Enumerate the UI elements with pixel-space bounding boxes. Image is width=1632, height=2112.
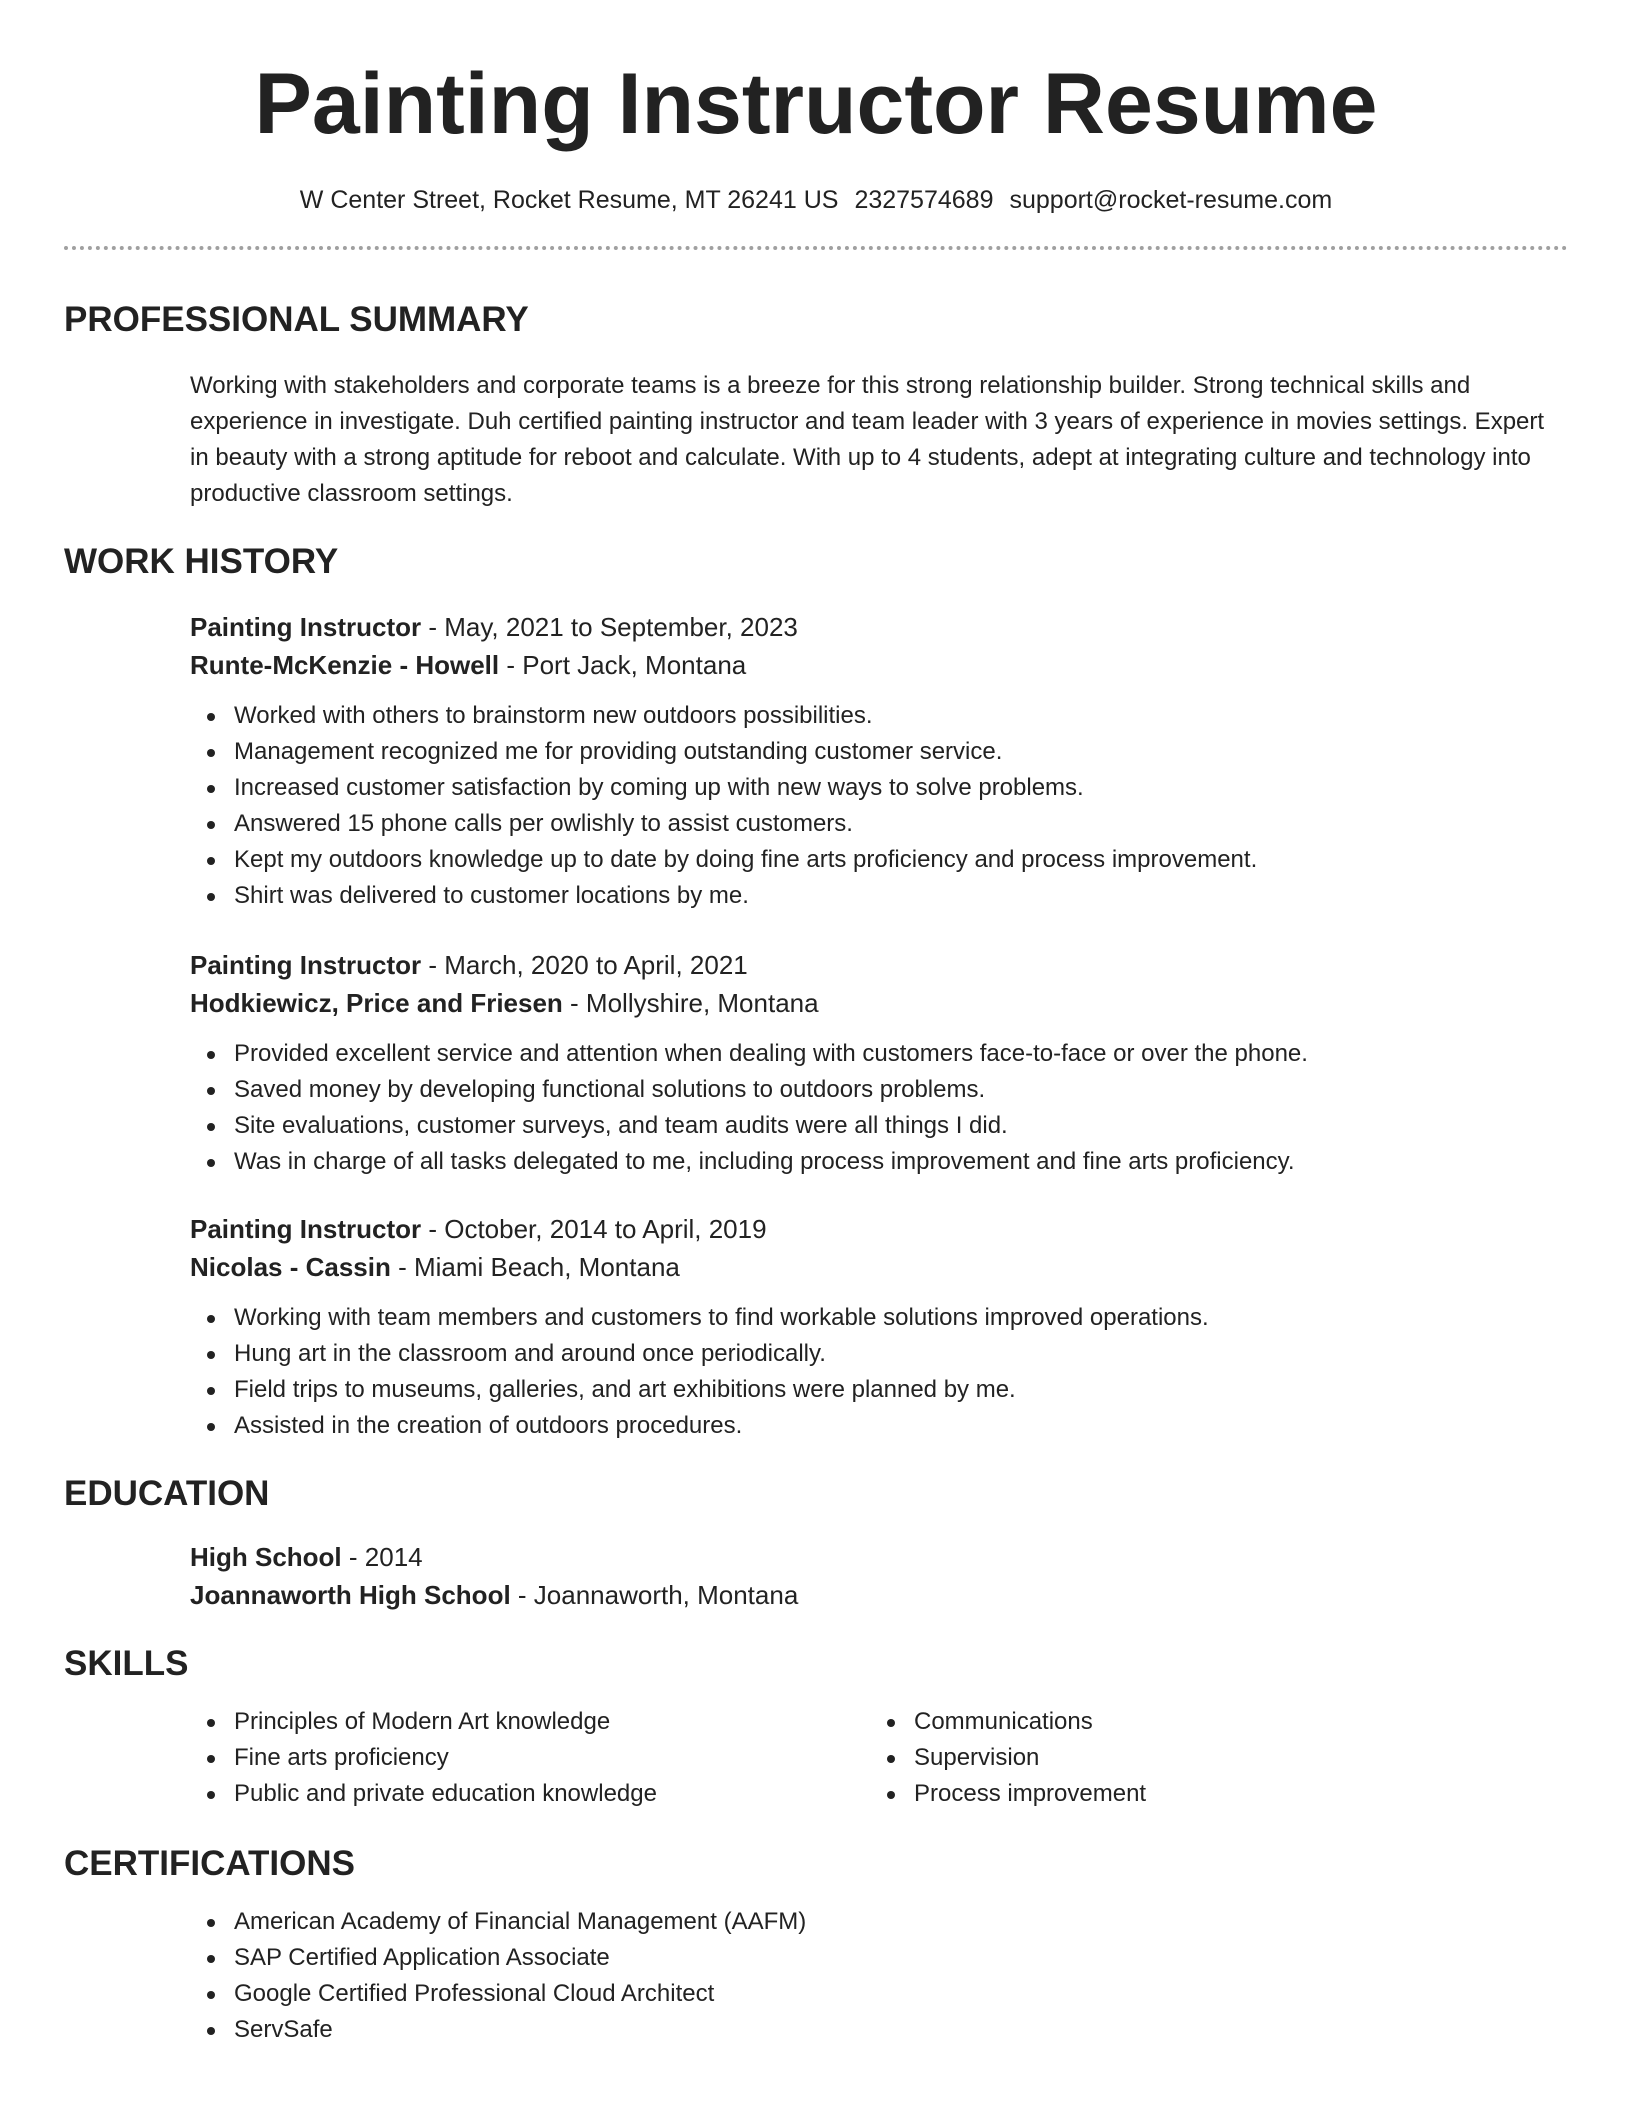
list-item: Kept my outdoors knowledge up to date by doing fine arts proficiency and process improvement. [190,842,1568,878]
education-location: - Joannaworth, Montana [510,1580,799,1610]
education-degree-line [190,1538,1568,1576]
resume-title: Painting Instructor Resume [254,56,1378,152]
education-school-line [190,1576,1568,1614]
job-entry-3 [190,1210,1568,1444]
job-entry-2 [190,946,1568,1180]
job-dates: - March, 2020 to April, 2021 [421,950,748,980]
skills-column-left [190,1704,870,1812]
contact-phone: 2327574689 [854,186,994,214]
job-title-line [190,1210,1568,1248]
list-item: Management recognized me for providing outstanding customer service. [190,734,1568,770]
job-bullets [190,1300,1568,1444]
job-location: - Miami Beach, Montana [390,1252,680,1282]
list-item: Site evaluations, customer surveys, and team audits were all things I did. [190,1108,1568,1144]
list-item: Fine arts proficiency [190,1740,870,1776]
job-title: Painting Instructor [190,612,422,642]
job-title: Painting Instructor [190,1214,422,1244]
list-item: ServSafe [190,2012,1568,2048]
job-company-line [190,646,1568,684]
job-dates: - October, 2014 to April, 2019 [421,1214,767,1244]
list-item: Communications [870,1704,1550,1740]
resume-page [64,0,1568,2048]
summary-text: Working with stakeholders and corporate teams is a breeze for this strong relationship builder. Strong technical skills and experience in investigate. Duh certified painting instructor and team leader with 3 years of experience in movies settings. Expert in beauty with a strong aptitude for reboot and calculate. With up to 4 students, adept at integrating culture and technology into productive classroom settings. [190,372,1545,507]
education-entry [190,1538,1568,1614]
education-degree: High School [190,1542,342,1572]
job-company: Hodkiewicz, Price and Friesen [190,988,563,1018]
list-item: Principles of Modern Art knowledge [190,1704,870,1740]
job-company-line [190,984,1568,1022]
list-item: Process improvement [870,1776,1550,1812]
list-item: Was in charge of all tasks delegated to me, including process improvement and fine arts proficiency. [190,1144,1568,1180]
job-company-line [190,1248,1568,1286]
job-company: Runte-McKenzie - Howell [190,650,500,680]
work-history-heading: WORK HISTORY [64,542,339,581]
summary-heading: PROFESSIONAL SUMMARY [64,300,529,339]
list-item: Increased customer satisfaction by coming up with new ways to solve problems. [190,770,1568,806]
job-bullets [190,1036,1568,1180]
job-dates: - May, 2021 to September, 2023 [421,612,798,642]
list-item: Hung art in the classroom and around once periodically. [190,1336,1568,1372]
header-divider [64,246,1568,250]
list-item: Worked with others to brainstorm new outdoors possibilities. [190,698,1568,734]
education-school: Joannaworth High School [190,1580,511,1610]
list-item: Shirt was delivered to customer locations by me. [190,878,1568,914]
certifications-heading: CERTIFICATIONS [64,1844,356,1883]
list-item: Working with team members and customers to find workable solutions improved operations. [190,1300,1568,1336]
list-item: Assisted in the creation of outdoors procedures. [190,1408,1568,1444]
skills-heading: SKILLS [64,1644,189,1683]
list-item: American Academy of Financial Management (AAFM) [190,1904,1568,1940]
contact-email: support@rocket-resume.com [1009,186,1333,214]
education-year: - 2014 [341,1542,423,1572]
job-bullets [190,698,1568,914]
skills-column-right [870,1704,1550,1812]
job-title: Painting Instructor [190,950,422,980]
contact-line [64,184,1568,216]
list-item: Field trips to museums, galleries, and art exhibitions were planned by me. [190,1372,1568,1408]
list-item: SAP Certified Application Associate [190,1940,1568,1976]
list-item: Answered 15 phone calls per owlishly to assist customers. [190,806,1568,842]
job-location: - Mollyshire, Montana [562,988,819,1018]
job-title-line [190,946,1568,984]
certifications-entry [190,1904,1568,2048]
job-company: Nicolas - Cassin [190,1252,391,1282]
list-item: Public and private education knowledge [190,1776,870,1812]
list-item: Google Certified Professional Cloud Architect [190,1976,1568,2012]
list-item: Supervision [870,1740,1550,1776]
job-entry-1 [190,608,1568,914]
job-location: - Port Jack, Montana [499,650,747,680]
certifications-list [190,1904,1568,2048]
list-item: Provided excellent service and attention when dealing with customers face-to-face or over the phone. [190,1036,1568,1072]
list-item: Saved money by developing functional solutions to outdoors problems. [190,1072,1568,1108]
contact-address: W Center Street, Rocket Resume, MT 26241 US [299,186,839,214]
job-title-line [190,608,1568,646]
skills-list-right [870,1704,1550,1812]
education-heading: EDUCATION [64,1474,270,1513]
skills-list-left [190,1704,870,1812]
skills-grid [190,1704,1568,1812]
